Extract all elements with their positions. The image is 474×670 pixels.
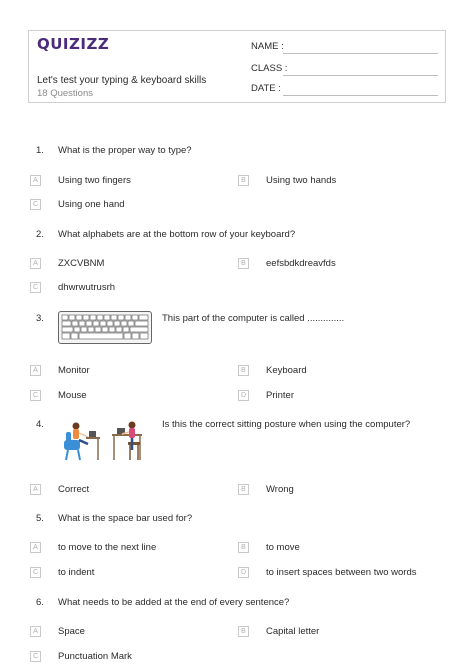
option-letter-box[interactable]: C [30, 282, 41, 293]
question-number: 4. [36, 419, 44, 430]
option-letter-box[interactable]: D [238, 390, 249, 401]
keyboard-keys [59, 312, 151, 343]
option-letter-box[interactable]: A [30, 626, 41, 637]
option-text: Keyboard [266, 365, 307, 376]
question-number: 6. [36, 597, 44, 608]
sitting-posture-image [62, 420, 150, 462]
option-text: Using one hand [58, 199, 125, 210]
option-text: eefsbdkdreavfds [266, 258, 336, 269]
question-text: What is the space bar used for? [58, 513, 193, 524]
option-letter-box[interactable]: C [30, 651, 41, 662]
option-letter-box[interactable]: D [238, 567, 249, 578]
name-field[interactable] [283, 53, 438, 54]
option-text: Correct [58, 484, 90, 495]
question-number: 3. [36, 313, 44, 324]
option-letter-box[interactable]: C [30, 390, 41, 401]
option-text: to indent [58, 567, 95, 578]
option-text: Wrong [266, 484, 294, 495]
question-text: What alphabets are at the bottom row of your keyboard? [58, 229, 296, 240]
class-label: CLASS : [251, 63, 288, 74]
option-letter-box[interactable]: B [238, 365, 249, 376]
option-letter-box[interactable]: A [30, 258, 41, 269]
option-letter-box[interactable]: A [30, 365, 41, 376]
question-number: 5. [36, 513, 44, 524]
question-number: 1. [36, 145, 44, 156]
option-letter-box[interactable]: B [238, 542, 249, 553]
question-text: What is the proper way to type? [58, 145, 192, 156]
option-text: Mouse [58, 390, 87, 401]
question-number: 2. [36, 229, 44, 240]
option-text: Printer [266, 390, 294, 401]
option-letter-box[interactable]: C [30, 199, 41, 210]
option-letter-box[interactable]: B [238, 175, 249, 186]
option-letter-box[interactable]: C [30, 567, 41, 578]
option-text: Punctuation Mark [58, 651, 132, 662]
option-letter-box[interactable]: A [30, 175, 41, 186]
option-text: to move [266, 542, 300, 553]
date-field[interactable] [283, 95, 438, 96]
option-text: Using two fingers [58, 175, 131, 186]
option-letter-box[interactable]: B [238, 258, 249, 269]
quizizz-logo: QUIZIZZ [37, 35, 110, 53]
option-text: Capital letter [266, 626, 320, 637]
option-text: dhwrwutrusrh [58, 282, 116, 293]
class-field[interactable] [283, 75, 438, 76]
option-letter-box[interactable]: A [30, 542, 41, 553]
option-text: to move to the next line [58, 542, 157, 553]
option-text: to insert spaces between two words [266, 567, 417, 578]
question-text: Is this the correct sitting posture when using the computer? [162, 419, 411, 430]
option-letter-box[interactable]: B [238, 484, 249, 495]
question-text: This part of the computer is called .............. [162, 313, 345, 324]
question-text: What needs to be added at the end of every sentence? [58, 597, 290, 608]
option-text: Using two hands [266, 175, 337, 186]
option-text: Space [58, 626, 85, 637]
name-label: NAME : [251, 41, 284, 52]
question-count: 18 Questions [37, 88, 93, 99]
option-text: Monitor [58, 365, 90, 376]
option-letter-box[interactable]: B [238, 626, 249, 637]
worksheet-title: Let's test your typing & keyboard skills [37, 75, 207, 86]
option-text: ZXCVBNM [58, 258, 105, 269]
keyboard-image [58, 311, 152, 344]
date-label: DATE : [251, 83, 281, 94]
worksheet-header [28, 30, 446, 103]
option-letter-box[interactable]: A [30, 484, 41, 495]
